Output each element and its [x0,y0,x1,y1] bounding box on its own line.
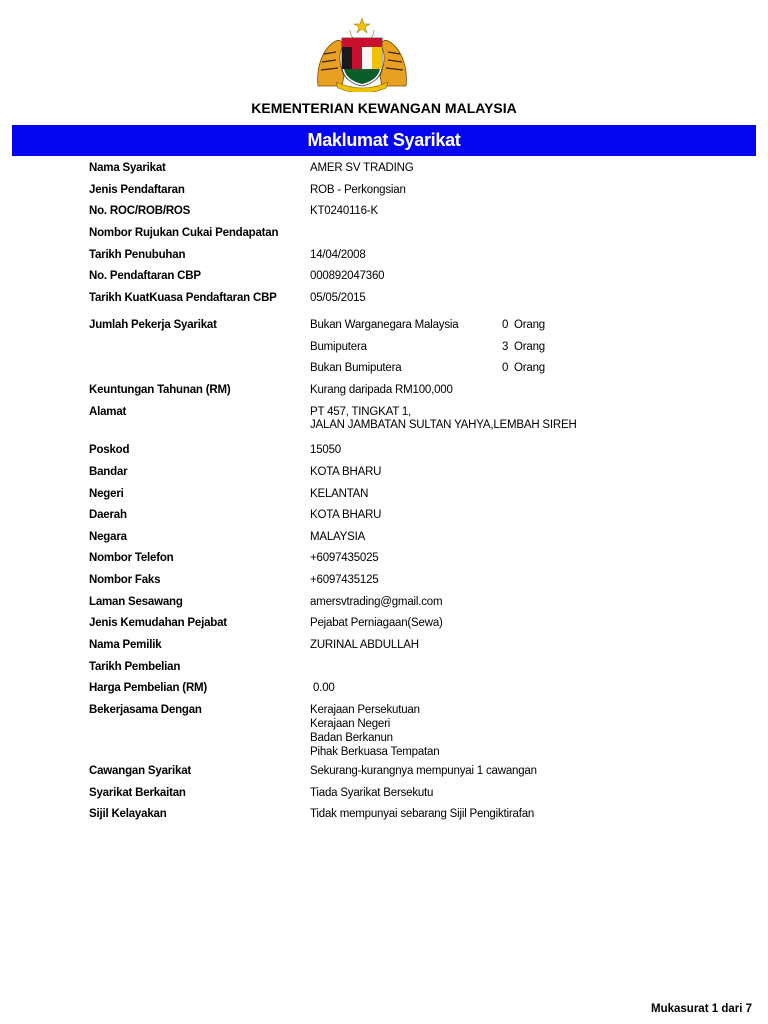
employee-unit: Orang [514,341,545,353]
field-value: +6097435125 [310,574,379,586]
field-label: Nombor Telefon [89,552,174,564]
field-label: Syarikat Berkaitan [89,787,186,799]
field-label: Cawangan Syarikat [89,765,192,777]
field-label: Daerah [89,509,127,521]
field-label: Nama Pemilik [89,639,162,651]
field-label: Nama Syarikat [89,162,166,174]
field-value: MALAYSIA [310,531,366,543]
field-value: Kurang daripada RM100,000 [310,384,453,396]
field-value: Sekurang-kurangnya mempunyai 1 cawangan [310,765,537,777]
field-label: Poskod [89,444,130,456]
field-value: Pejabat Perniagaan(Sewa) [310,617,443,629]
field-value: AMER SV TRADING [310,162,414,174]
field-value: 14/04/2008 [310,249,366,261]
employee-count: 0 [502,319,509,331]
field-label: Laman Sesawang [89,596,183,608]
employee-category: Bukan Bumiputera [310,362,402,374]
field-label: Jenis Pendaftaran [89,184,185,196]
field-value: 0.00 [313,682,335,694]
field-value: amersvtrading@gmail.com [310,596,443,608]
address-line: JALAN JAMBATAN SULTAN YAHYA,LEMBAH SIREH [310,419,577,431]
field-value: ROB - Perkongsian [310,184,406,196]
partner-line: Badan Berkanun [310,732,393,744]
field-label: Tarikh KuatKuasa Pendaftaran CBP [89,292,277,304]
field-value: KT0240116-K [310,205,378,217]
partner-line: Pihak Berkuasa Tempatan [310,746,440,758]
field-label: Nombor Faks [89,574,161,586]
field-value: KOTA BHARU [310,466,382,478]
field-label: Negeri [89,488,124,500]
partner-line: Kerajaan Negeri [310,718,391,730]
field-label: Bekerjasama Dengan [89,704,202,716]
employee-unit: Orang [514,319,545,331]
page-number: Mukasurat 1 dari 7 [651,1003,752,1015]
field-label: Harga Pembelian (RM) [89,682,208,694]
page-title-banner: Maklumat Syarikat [12,125,756,156]
field-label: Nombor Rujukan Cukai Pendapatan [89,227,279,239]
field-value: Tidak mempunyai sebarang Sijil Pengiktirafan [310,808,535,820]
partner-line: Kerajaan Persekutuan [310,704,420,716]
employee-unit: Orang [514,362,545,374]
employee-category: Bumiputera [310,341,367,353]
field-value: +6097435025 [310,552,379,564]
field-label: Keuntungan Tahunan (RM) [89,384,231,396]
field-label: Bandar [89,466,128,478]
field-label: Tarikh Penubuhan [89,249,186,261]
field-value: 15050 [310,444,341,456]
field-label: No. Pendaftaran CBP [89,270,201,282]
field-label: Negara [89,531,127,543]
field-label: Tarikh Pembelian [89,661,181,673]
field-value: 05/05/2015 [310,292,366,304]
employee-category: Bukan Warganegara Malaysia [310,319,459,331]
employee-count: 3 [502,341,509,353]
field-label: Sijil Kelayakan [89,808,167,820]
employee-count: 0 [502,362,509,374]
field-value: KELANTAN [310,488,369,500]
field-label: Jenis Kemudahan Pejabat [89,617,227,629]
field-value: 000892047360 [310,270,385,282]
ministry-name: KEMENTERIAN KEWANGAN MALAYSIA [251,100,517,116]
address-line: PT 457, TINGKAT 1, [310,406,412,418]
field-label: Alamat [89,406,127,418]
coat-of-arms-logo [312,16,412,92]
field-value: Tiada Syarikat Bersekutu [310,787,434,799]
field-label: No. ROC/ROB/ROS [89,205,191,217]
field-label: Jumlah Pekerja Syarikat [89,319,217,331]
field-value: KOTA BHARU [310,509,382,521]
field-value: ZURINAL ABDULLAH [310,639,419,651]
